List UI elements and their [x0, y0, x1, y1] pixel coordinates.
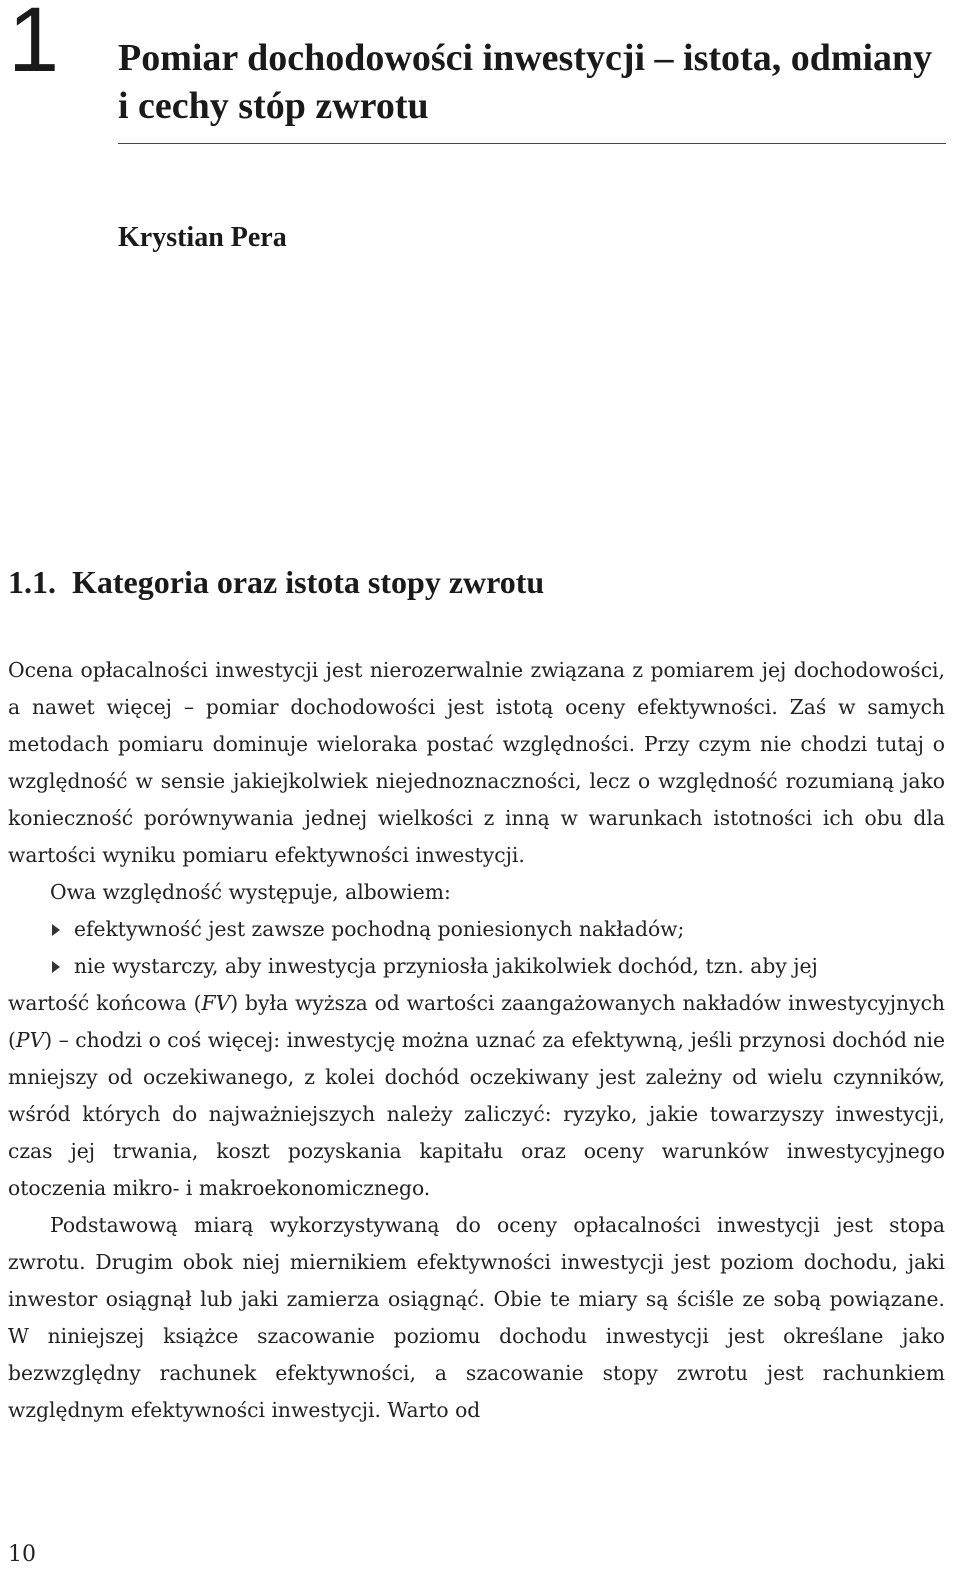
- bullet-item-2: [50, 948, 945, 985]
- paragraph-3: [8, 985, 945, 1207]
- chapter-divider: [118, 143, 946, 144]
- section-number: 1.1.: [8, 564, 56, 600]
- chapter-number: 1: [8, 0, 60, 91]
- bullet-item-1: [50, 911, 945, 948]
- paragraph-3-part-a: wartość końcowa (: [8, 991, 202, 1015]
- math-fv: FV: [201, 991, 231, 1015]
- chapter-author: Krystian Pera: [118, 222, 287, 253]
- paragraph-1: Ocena opłacalności inwestycji jest nierozerwalnie związana z pomiarem jej dochodowości, a nawet więcej – pomiar dochodowości jest istotą oceny efektywności. Zaś w samych metodach pomiaru dominuje wieloraka postać względności. Przy czym nie chodzi tutaj o względność w sensie jakiejkolwiek niejednoznaczności, lecz o względność rozumianą jako konieczność porównywania jednej wielkości z inną w warunkach istotności ich obu dla wartości wyniku pomiaru efektywności inwestycji.: [8, 658, 945, 867]
- paragraph-2: Owa względność występuje, albowiem:: [50, 880, 451, 904]
- section-title: Kategoria oraz istota stopy zwrotu: [72, 564, 545, 600]
- section-heading: [8, 560, 544, 604]
- paragraph-4: Podstawową miarą wykorzystywaną do oceny opłacalności inwestycji jest stopa zwrotu. Drugim obok niej miernikiem efektywności inwestycji jest poziom dochodu, jaki inwestor osiągnął lub jaki zamierza osiągnąć. Obie te miary są ściśle ze sobą powiązane. W niniejszej książce szacowanie poziomu dochodu inwestycji jest określane jako bezwzględny rachunek efektywności, a szacowanie stopy zwrotu jest rachunkiem względnym efektywności inwestycji. Warto od: [8, 1213, 945, 1422]
- chapter-title: Pomiar dochodowości inwestycji – istota, odmiany i cechy stóp zwrotu: [118, 37, 933, 127]
- bullet-item-1-text: efektywność jest zawsze pochodną poniesionych nakładów;: [74, 917, 685, 941]
- body-text: [8, 652, 945, 1429]
- triangle-bullet-icon: [52, 924, 60, 936]
- triangle-bullet-icon: [52, 961, 60, 973]
- math-pv: PV: [15, 1028, 45, 1052]
- bullet-list: [8, 911, 945, 985]
- paragraph-3-part-b: ) była wyższa od wartości zaangażowanych nakładów inwestycyjnych (: [8, 991, 945, 1052]
- page-number: 10: [8, 1542, 36, 1567]
- paragraph-3-part-c: ) – chodzi o coś więcej: inwestycję można uznać za efektywną, jeśli przynosi dochód nie mniejszy od oczekiwanego, z kolei dochód oczekiwany jest zależny od wielu czynników, wśród których do najważniejszych należy zaliczyć: ryzyko, jakie towarzyszy inwestycji, czas jej trwania, koszt pozyskania kapitału oraz oceny warunków inwestycyjnego otoczenia mikro- i makroekonomicznego.: [8, 1028, 945, 1200]
- bullet-item-2-text: nie wystarczy, aby inwestycja przyniosła jakikolwiek dochód, tzn. aby jej: [74, 954, 818, 978]
